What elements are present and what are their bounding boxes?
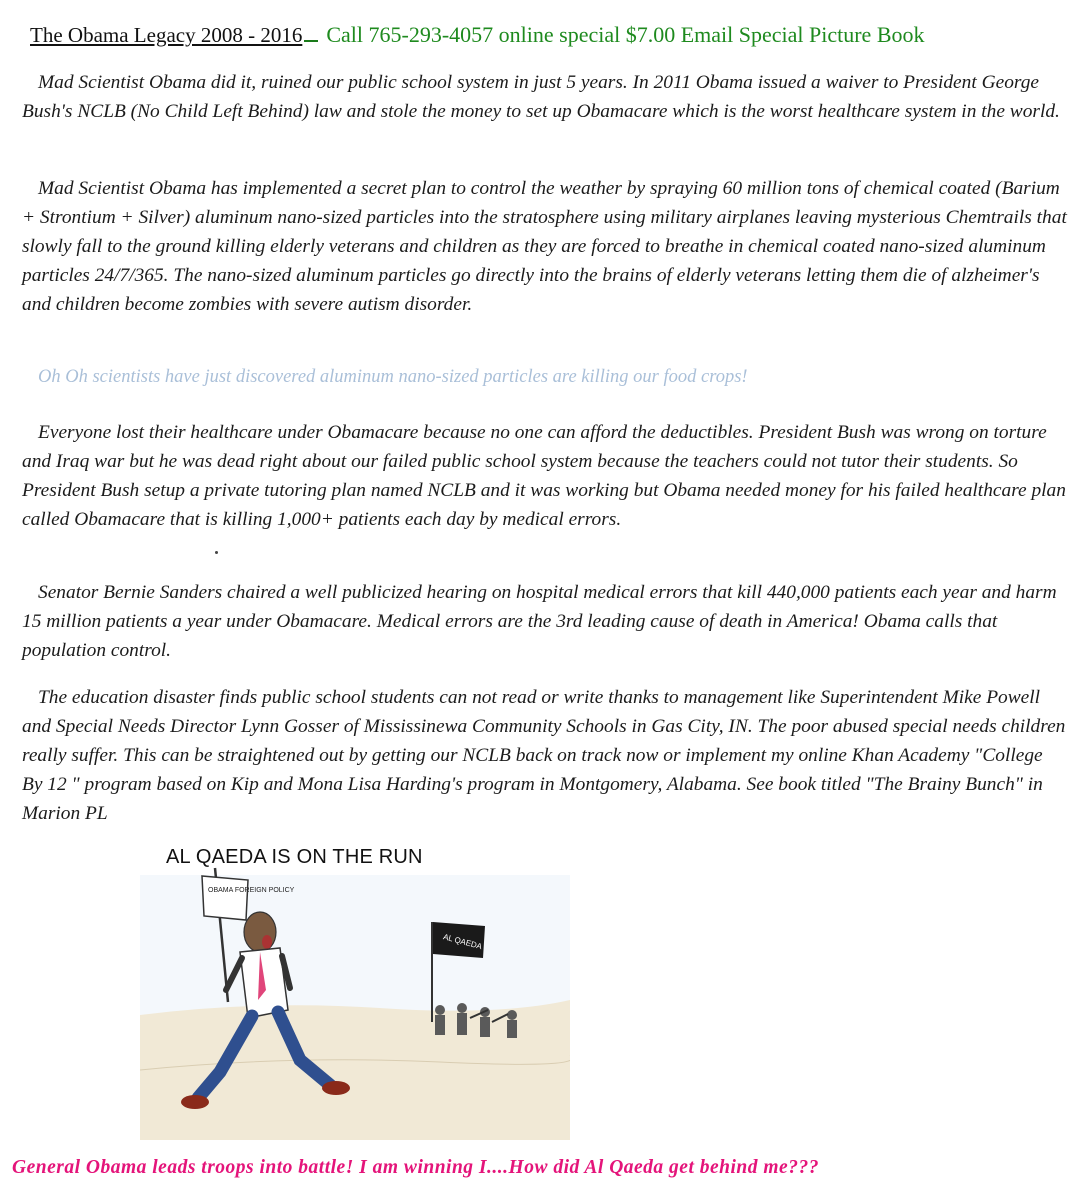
paragraph-2: Mad Scientist Obama has implemented a secret plan to control the weather by spraying 60 million tons of chemical coated (Barium + Strontium + Silver) aluminum nano-sized particles into the stratosphere using military airplanes leaving mysterious Chemtrails that slowly fall to the ground killing elderly veterans and children as they are forced to breathe in chemical coated nano-sized aluminum particles 24/7/365. The nano-sized aluminum particles go directly into the brains of elderly veterans letting them die of alzheimer's and children become zombies with severe autism disorder.	[22, 178, 1067, 315]
paragraph-3: Everyone lost their healthcare under Obamacare because no one can afford the deductibles. President Bush was wrong on torture and Iraq war but he was dead right about our failed public school system because the teachers could not tutor their students. So President Bush setup a private tutoring plan named NCLB and it was working but Obama needed money for his failed healthcare plan called Obamacare that is killing 1,000+ patients each day by medical errors.	[22, 422, 1066, 530]
cartoon-caption: General Obama leads troops into battle! I am winning I....How did Al Qaeda get behind me???	[12, 1157, 819, 1178]
sign-flag	[202, 876, 248, 920]
cartoon-title: AL QAEDA IS ON THE RUN	[166, 846, 423, 868]
flag-text: AL QAEDA	[442, 932, 483, 952]
promo-text: Call 765-293-4057 online special $7.00 Email Special Picture Book	[326, 22, 925, 47]
political-cartoon	[140, 840, 570, 1145]
cartoon-illustration	[140, 840, 570, 1145]
stray-dot	[215, 551, 218, 554]
paragraph-4: Senator Bernie Sanders chaired a well publicized hearing on hospital medical errors that kill 440,000 patients each year and harm 15 million patients a year under Obamacare. Medical errors are the 3rd leading cause of death in America! Obama calls that population control.	[22, 582, 1057, 661]
paragraph-5: The education disaster finds public school students can not read or write thanks to management like Superintendent Mike Powell and Special Needs Director Lynn Gosser of Mississinewa Community Schools in Gas City, IN. The poor abused special needs children really suffer. This can be straightened out by getting our NCLB back on track now or implement my online Khan Academy "College By 12 " program based on Kip and Mona Lisa Harding's program in Montgomery, Alabama. See book titled "The Brainy Bunch" in Marion PL	[22, 687, 1066, 824]
title-underline-tail	[304, 40, 318, 42]
document-title: The Obama Legacy 2008 - 2016	[30, 23, 303, 47]
faint-note: Oh Oh scientists have just discovered aluminum nano-sized particles are killing our food crops!	[38, 367, 748, 387]
header	[30, 22, 1070, 48]
sign-text: OBAMA FOREIGN POLICY	[208, 887, 295, 894]
desert-ground	[140, 1000, 570, 1140]
paragraph-1: Mad Scientist Obama did it, ruined our public school system in just 5 years. In 2011 Obama issued a waiver to President George Bush's NCLB (No Child Left Behind) law and stole the money to set up Obamacare which is the worst healthcare system in the world.	[22, 72, 1060, 122]
